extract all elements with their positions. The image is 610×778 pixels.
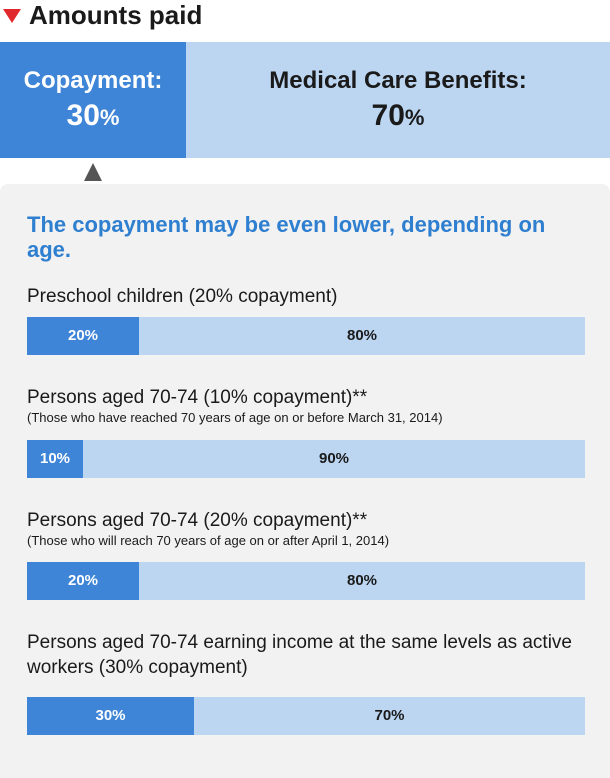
- group-label: Persons aged 70-74 (10% copayment)**: [27, 387, 368, 408]
- group-label: Persons aged 70-74 (20% copayment)**: [27, 510, 368, 531]
- group-preschool: [27, 284, 585, 344]
- benefits-segment: [186, 42, 610, 158]
- copayment-percent: [0, 99, 186, 135]
- copayment-segment: [0, 42, 186, 158]
- group-note: (Those who will reach 70 years of age on or after April 1, 2014): [27, 533, 390, 548]
- section-title: Amounts paid: [29, 0, 203, 30]
- share-bar: [27, 317, 585, 355]
- section-header: [0, 0, 610, 34]
- share-bar: [27, 562, 585, 600]
- benefits-sign: %: [404, 105, 425, 130]
- copay-segment: 30%: [27, 697, 194, 735]
- share-bar: [27, 697, 585, 735]
- group-70-74-30pct: [27, 630, 585, 724]
- share-bar: [27, 440, 585, 478]
- copay-segment: 20%: [27, 562, 139, 600]
- copay-segment: 20%: [27, 317, 139, 355]
- benefits-label: Medical Care Benefits:: [269, 67, 527, 94]
- copayment-sign: %: [99, 105, 120, 130]
- up-triangle-pointer-icon: [84, 163, 102, 181]
- group-label: Preschool children (20% copayment): [27, 286, 338, 307]
- group-70-74-20pct: [27, 508, 585, 589]
- amounts-bar: [0, 42, 610, 158]
- benefit-segment: 90%: [318, 450, 350, 467]
- panel-headline: The copayment may be even lower, depending on age.: [27, 212, 546, 262]
- benefits-value: 70: [371, 99, 405, 132]
- group-70-74-10pct: [27, 385, 585, 467]
- group-note: (Those who have reached 70 years of age on or before March 31, 2014): [27, 410, 443, 425]
- benefit-segment: 70%: [374, 707, 405, 724]
- copay-segment: 10%: [27, 440, 83, 478]
- copayment-value: 30: [66, 99, 100, 132]
- down-triangle-icon: [3, 9, 21, 23]
- group-label: Persons aged 70-74 earning income at the same levels as active workers (30% copayment): [27, 632, 572, 678]
- copayment-label: Copayment:: [23, 67, 163, 94]
- benefits-percent: [186, 99, 610, 135]
- benefit-segment: 80%: [346, 572, 378, 589]
- age-copay-panel: [0, 184, 610, 778]
- benefit-segment: 80%: [346, 327, 378, 344]
